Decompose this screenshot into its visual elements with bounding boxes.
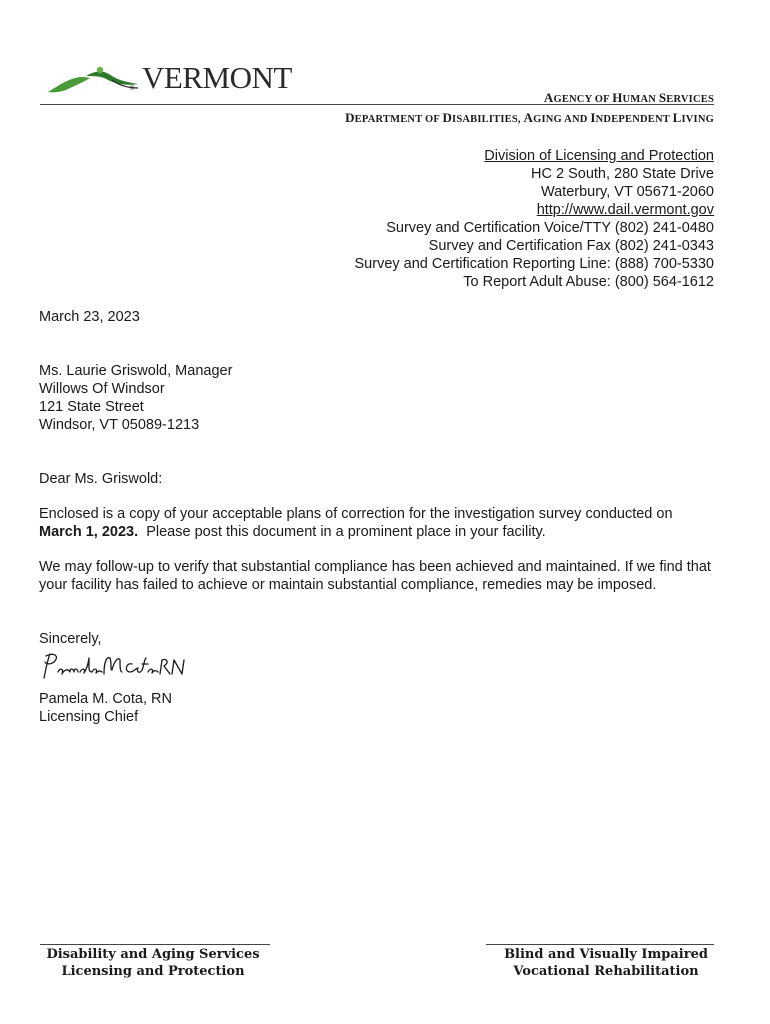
letter-date: March 23, 2023 [39,309,140,325]
signature-block [39,690,172,726]
recipient-line: Ms. Laurie Griswold, Manager [39,363,233,379]
agency-heading [544,90,714,106]
department-heading-part: L [672,110,682,125]
agency-heading-part: A [543,90,554,105]
agency-heading-part: ERVICES [666,94,714,105]
handwritten-signature [40,650,190,684]
footer-right-line: Blind and Visually Impaired [504,947,708,962]
department-heading-part: A [523,110,534,125]
reporting-line: Survey and Certification Reporting Line: (888) 700-5330 [354,256,714,272]
agency-heading-part: UMAN [622,94,659,105]
recipient-line: 121 State Street [39,399,144,415]
department-heading-part: EPARTMENT OF [354,114,443,125]
department-heading-part: GING AND [533,114,591,125]
followup-paragraph: We may follow-up to verify that substantial compliance has been achieved and maintained. If we find that your facility has failed to achieve or maintain substantial compliance, remedies may be imposed. [39,559,711,593]
salutation: Dear Ms. Griswold: [39,471,163,487]
enclosed-text-end: Please post this document in a prominent place in your facility. [138,524,546,540]
department-heading-part: I [590,110,596,125]
signer-title: Licensing Chief [39,709,139,725]
abuse-report-line: To Report Adult Abuse: (800) 564-1612 [463,274,714,290]
signer-name: Pamela M. Cota, RN [39,691,172,707]
agency-heading-part: H [612,90,623,105]
website-link[interactable]: http://www.dail.vermont.gov [536,202,714,218]
vermont-mountain-logo-icon [46,62,142,98]
survey-date: March 1, 2023. [39,524,139,540]
department-heading-part: NDEPENDENT [595,114,673,125]
footer-rule-right [486,944,714,945]
department-heading-part: D [442,110,453,125]
agency-heading-part: S [658,90,667,105]
sender-address-block [355,147,715,291]
footer-left [40,946,266,980]
department-heading [345,110,714,126]
recipient-address [39,362,232,434]
department-heading-part: D [345,110,355,125]
registered-mark: ® [130,86,135,92]
enclosed-text: Enclosed is a copy of your acceptable plans of correction for the investigation survey conducted on [39,506,673,522]
vermont-wordmark: VERMONT [142,60,292,95]
footer-left-line: Licensing and Protection [61,964,245,979]
closing: Sincerely, [39,631,102,647]
department-heading-part: IVING [681,114,714,125]
footer-right-line: Vocational Rehabilitation [513,964,699,979]
agency-heading-part: GENCY OF [553,94,613,105]
address-city: Waterbury, VT 05671-2060 [540,184,714,200]
fax-number: Survey and Certification Fax (802) 241-0343 [428,238,714,254]
division-name: Division of Licensing and Protection [484,148,714,164]
address-street: HC 2 South, 280 State Drive [531,166,714,182]
footer-rule-left [40,944,270,945]
department-heading-part: ISABILITIES, [452,114,524,125]
footer-left-line: Disability and Aging Services [46,947,260,962]
enclosed-paragraph [39,505,719,541]
recipient-line: Willows Of Windsor [39,381,165,397]
vermont-logo [46,60,292,100]
recipient-line: Windsor, VT 05089-1213 [39,417,200,433]
footer-right [486,946,726,980]
voice-phone: Survey and Certification Voice/TTY (802) 241-0480 [386,220,714,236]
